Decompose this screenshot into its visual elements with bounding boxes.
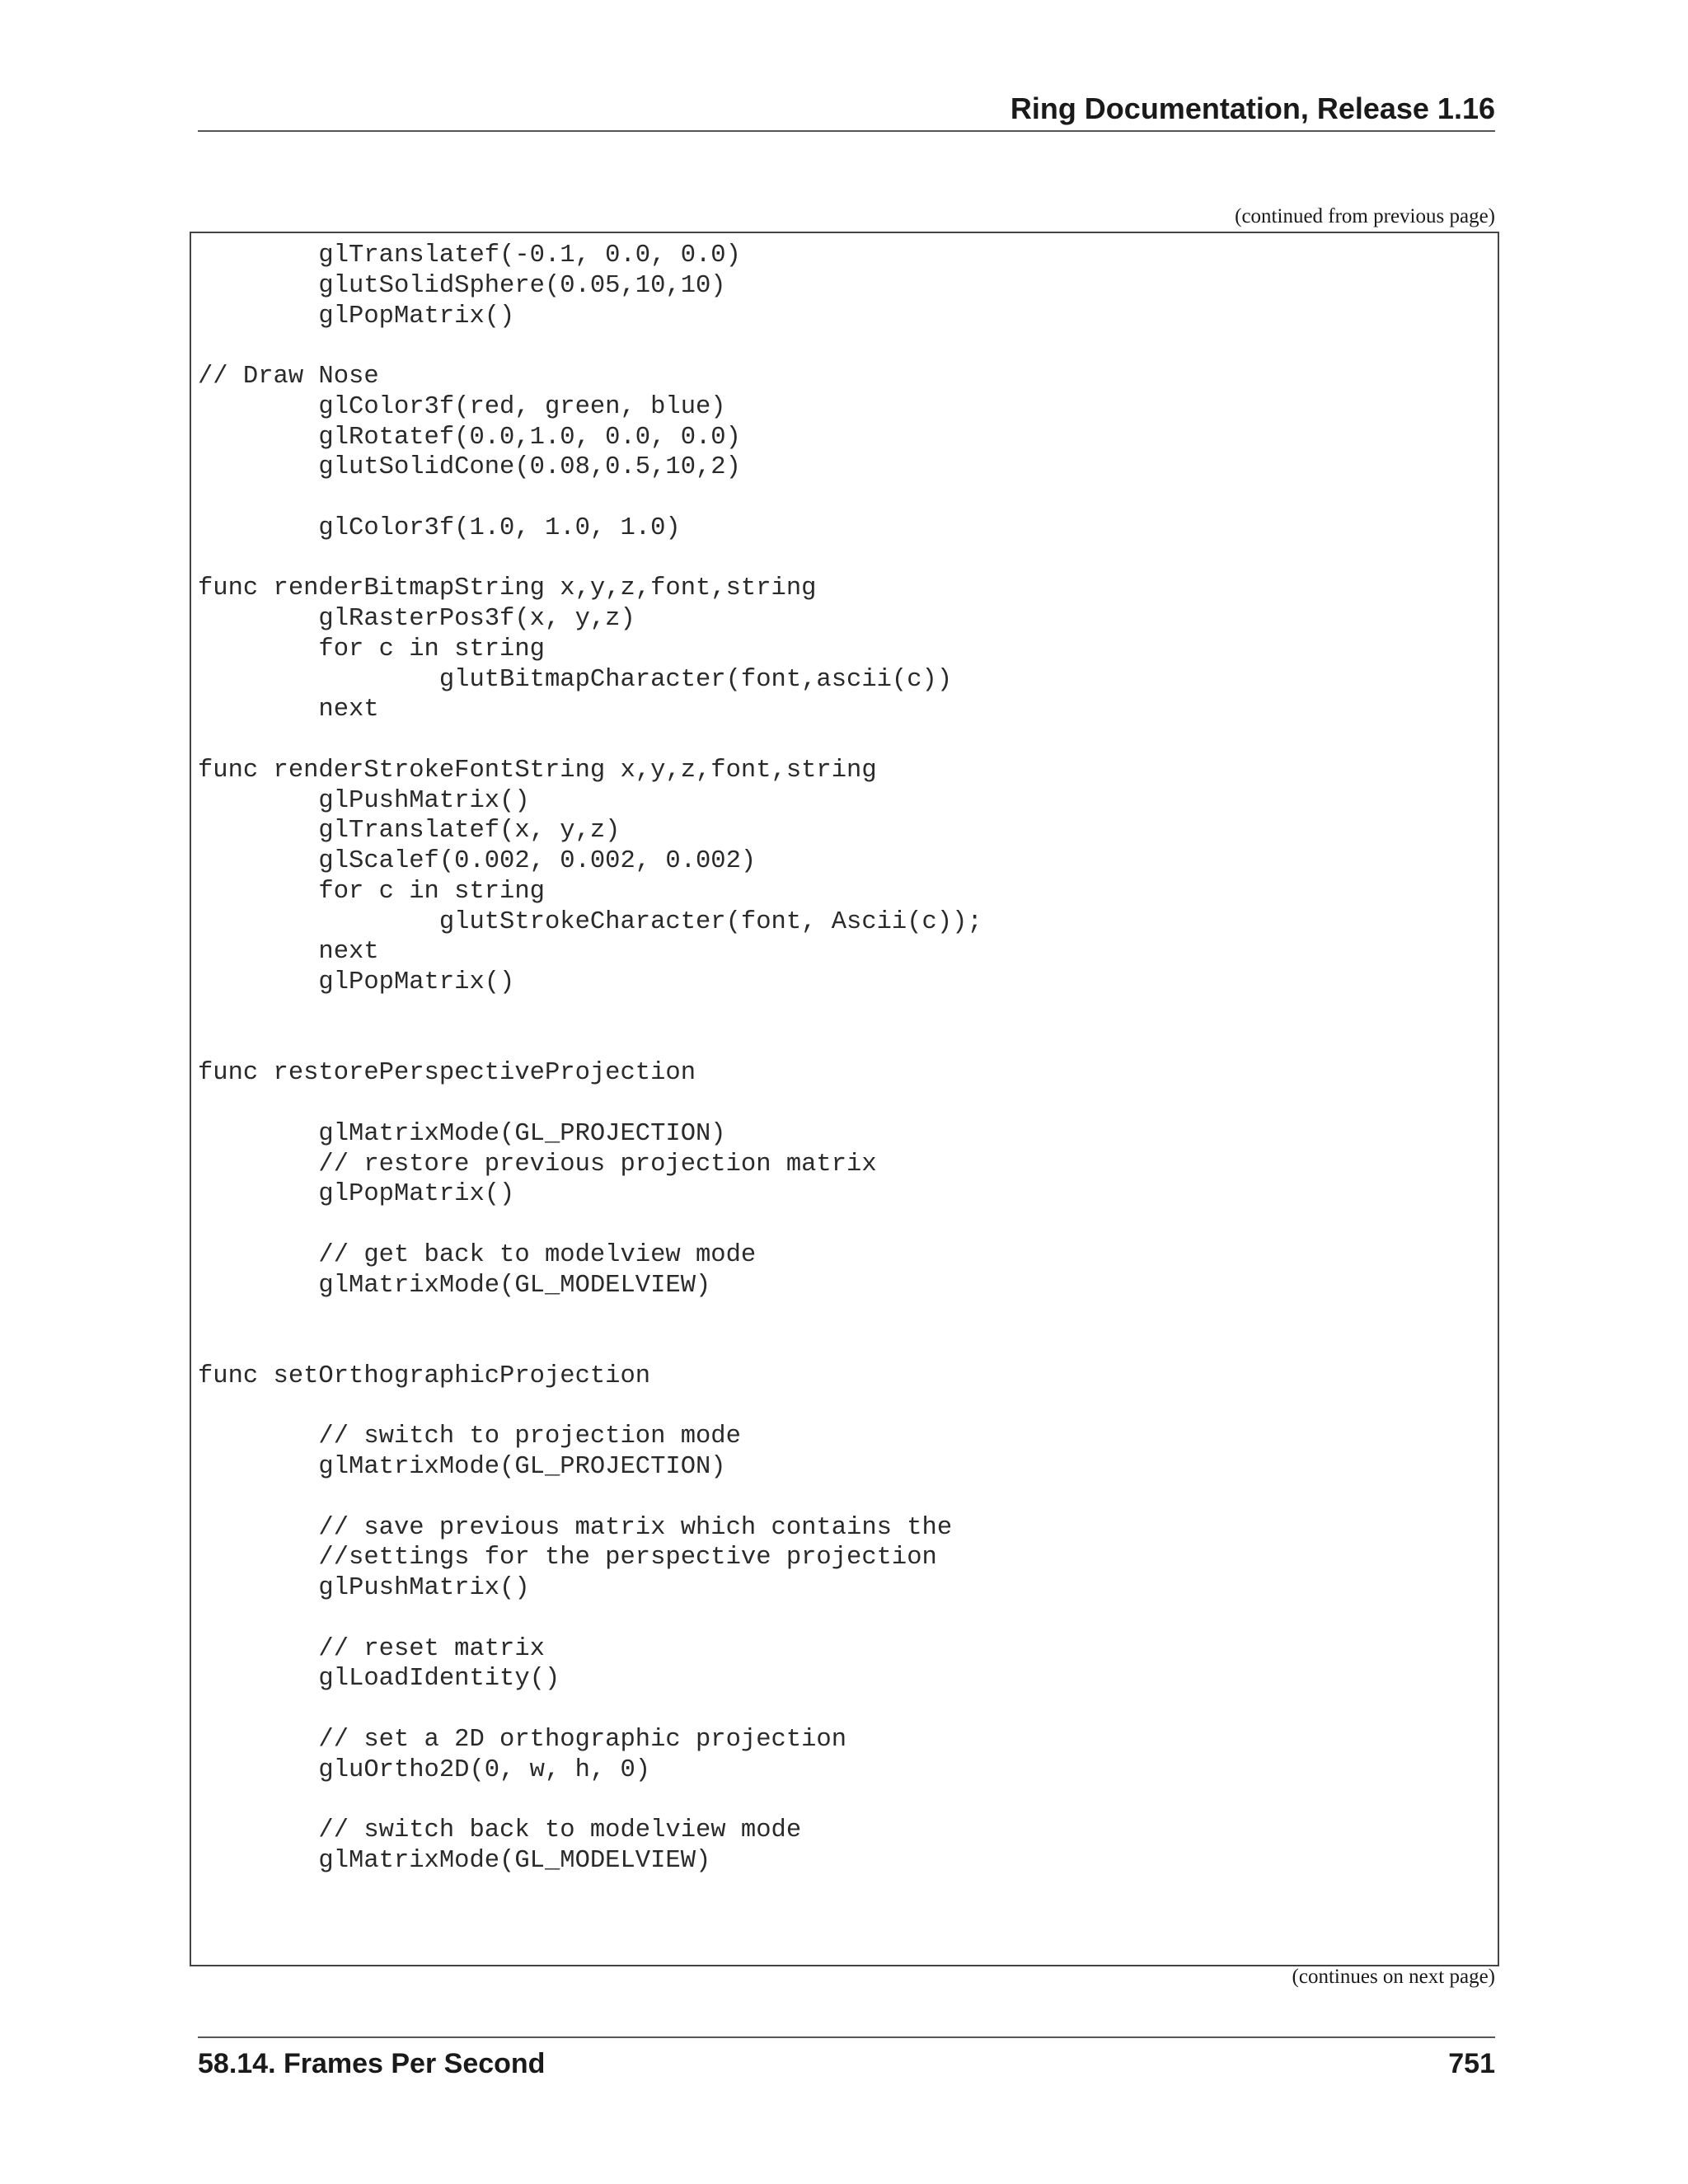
code-line: // reset matrix (198, 1634, 545, 1663)
code-line (198, 1785, 982, 1816)
code-line (198, 1604, 982, 1634)
code-line: glutBitmapCharacter(font,ascii(c)) (198, 665, 953, 694)
code-line: glutStrokeCharacter(font, Ascii(c)); (198, 907, 982, 936)
code-line (198, 1301, 982, 1331)
code-line (198, 544, 982, 574)
code-line: glColor3f(red, green, blue) (198, 392, 726, 421)
header-divider (198, 130, 1495, 132)
code-line: glPopMatrix() (198, 1180, 515, 1209)
code-line: // restore previous projection matrix (198, 1150, 877, 1179)
code-line: // Draw Nose (198, 363, 379, 391)
continues-on-next-note: (continues on next page) (1292, 1966, 1495, 1988)
code-line: //settings for the perspective projection (198, 1544, 937, 1572)
code-line: glPopMatrix() (198, 968, 515, 996)
code-line: glTranslatef(-0.1, 0.0, 0.0) (198, 241, 741, 269)
code-line: next (198, 696, 379, 724)
document-header-title: Ring Documentation, Release 1.16 (1010, 91, 1495, 125)
code-line: func setOrthographicProjection (198, 1361, 651, 1390)
code-line: glLoadIdentity() (198, 1665, 560, 1694)
code-line (198, 1392, 982, 1422)
code-line: glTranslatef(x, y,z) (198, 817, 621, 846)
code-line: glPushMatrix() (198, 1574, 530, 1602)
code-line: // save previous matrix which contains the (198, 1513, 953, 1542)
continued-from-previous-note: (continued from previous page) (1235, 205, 1495, 227)
code-line: // switch back to modelview mode (198, 1816, 802, 1844)
code-line: glMatrixMode(GL_PROJECTION) (198, 1453, 726, 1481)
code-line: // switch to projection mode (198, 1422, 741, 1451)
code-line (198, 1331, 982, 1361)
code-line (198, 725, 982, 756)
code-line: next (198, 938, 379, 967)
code-line (198, 1694, 982, 1725)
code-line: glRotatef(0.0,1.0, 0.0, 0.0) (198, 423, 741, 452)
code-line: gluOrtho2D(0, w, h, 0) (198, 1755, 651, 1784)
code-line: // set a 2D orthographic projection (198, 1725, 847, 1754)
footer-page-number: 751 (1448, 2048, 1495, 2079)
footer-divider (198, 2036, 1495, 2038)
footer-section-title: 58.14. Frames Per Second (198, 2048, 546, 2079)
code-line: glPopMatrix() (198, 302, 515, 330)
code-line: glMatrixMode(GL_PROJECTION) (198, 1119, 726, 1148)
code-line: func renderBitmapString x,y,z,font,string (198, 574, 817, 603)
code-line (198, 483, 982, 513)
code-line: glMatrixMode(GL_MODELVIEW) (198, 1271, 711, 1300)
code-line: glutSolidSphere(0.05,10,10) (198, 271, 726, 300)
code-line: for c in string (198, 877, 545, 906)
code-line: for c in string (198, 635, 545, 663)
code-line: glColor3f(1.0, 1.0, 1.0) (198, 513, 681, 542)
code-line: glRasterPos3f(x, y,z) (198, 605, 635, 633)
code-line (198, 998, 982, 1029)
code-line (198, 1210, 982, 1240)
code-line: // get back to modelview mode (198, 1240, 757, 1269)
code-line: glScalef(0.002, 0.002, 0.002) (198, 847, 757, 875)
code-line: func restorePerspectiveProjection (198, 1059, 696, 1088)
code-line (198, 331, 982, 362)
code-line: glPushMatrix() (198, 786, 530, 815)
code-listing (198, 241, 982, 1877)
code-line: func renderStrokeFontString x,y,z,font,string (198, 756, 877, 785)
code-line (198, 1483, 982, 1513)
code-line (198, 1089, 982, 1119)
code-line: glutSolidCone(0.08,0.5,10,2) (198, 453, 741, 482)
code-line (198, 1029, 982, 1059)
code-line: glMatrixMode(GL_MODELVIEW) (198, 1846, 711, 1875)
